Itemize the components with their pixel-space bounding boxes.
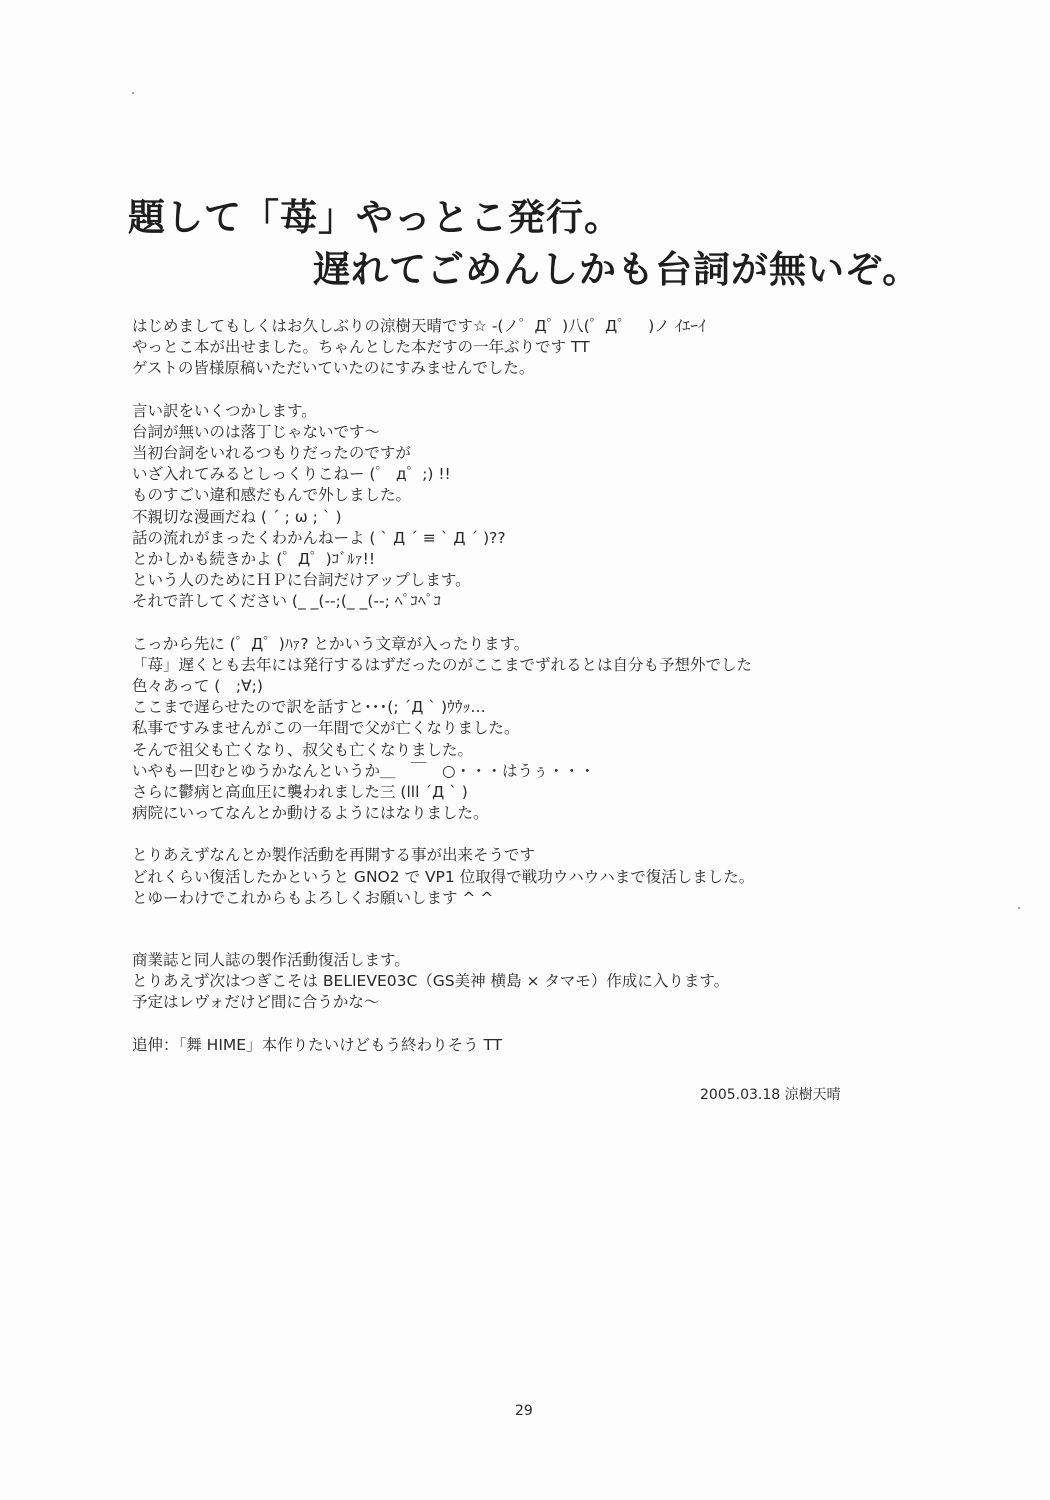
text-line: ここまで遅らせたので訳を話すと･･･(; ´Д ` )ｳｳｯ…	[132, 698, 486, 717]
text-line: 追伸：「舞 HIME」本作りたいけどもう終わりそう TT	[132, 1035, 503, 1054]
paragraph-revival	[132, 845, 932, 909]
text-line: とゆーわけでこれからもよろしくお願いします ^ ^	[132, 888, 494, 907]
text-line: ものすごい違和感だもんで外しました。	[132, 486, 412, 505]
text-line: そんで祖父も亡くなり、叔父も亡くなりました。	[132, 740, 474, 759]
signature-date: 2005.03.18 涼樹天晴	[700, 1087, 841, 1103]
paragraph-reasons	[132, 634, 932, 825]
text-line: それで許してください (_ _(--;(_ _(--; ﾍﾟｺﾍﾟｺ	[132, 592, 442, 611]
page-number: 29	[515, 1403, 533, 1419]
text-line: 病院にいってなんとか動けるようにはなりました。	[132, 804, 489, 823]
text-line: 言い訳をいくつかします。	[132, 401, 317, 420]
text-line: とりあえずなんとか製作活動を再開する事が出来そうです	[132, 846, 536, 865]
title-line-1: 題して「苺」やっとこ発行。	[128, 196, 622, 239]
text-line: いやもー凹むとゆうかなんというか＿ ￣ ○・・・はうぅ・・・	[132, 761, 596, 780]
text-line: という人のためにＨＰに台詞だけアップします。	[132, 571, 471, 590]
text-line: 当初台詞をいれるつもりだったのですが	[132, 444, 411, 463]
text-line: こっから先に (゜Д゜)ﾊｧ? とかいう文章が入ったります。	[132, 634, 530, 653]
text-line: 商業誌と同人誌の製作活動復活します。	[132, 951, 410, 970]
paper-speck	[1018, 907, 1020, 909]
paragraph-postscript	[132, 1035, 932, 1056]
text-line: 話の流れがまったくわかんねーよ ( ` Д ´ ≡ ` Д ´ )??	[132, 528, 506, 547]
text-line: 色々あって ( ;∀;)	[132, 677, 263, 696]
spacer	[132, 930, 932, 950]
text-line: さらに鬱病と高血圧に襲われました三 (lll ´Д ` )	[132, 783, 468, 802]
text-line: はじめましてもしくはお久しぶりの涼樹天晴です☆ -(ノ゜Д゜)八(゜Д゜ )ノ ｲｴｰｲ	[132, 317, 706, 335]
text-line: どれくらい復活したかというと GNO2 で VP1 位取得で戦功ウハウハまで復活しました。	[132, 867, 755, 886]
paragraph-next-plans	[132, 950, 932, 1014]
text-line: とかしかも続きかよ (゜Д゜)ｺﾞﾙｧ!!	[132, 550, 376, 569]
text-line: 不親切な漫画だね ( ´ ; ω ; ` )	[132, 507, 342, 526]
page-title	[128, 192, 928, 296]
text-line: やっとこ本が出せました。ちゃんとした本だすの一年ぶりです TT	[132, 338, 590, 357]
title-line-2: 遅れてごめんしかも台詞が無いぞ。	[313, 248, 921, 291]
text-line: 「苺」遅くとも去年には発行するはずだったのがここまでずれるとは自分も予想外でした	[132, 655, 753, 674]
paragraph-greeting	[132, 316, 932, 380]
paragraph-excuses	[132, 401, 932, 613]
text-line: いざ入れてみるとしっくりこねー (゜ д゜;) !!	[132, 465, 451, 484]
text-line: ゲストの皆様原稿いただいていたのにすみませんでした。	[132, 359, 535, 378]
paper-speck	[132, 92, 134, 94]
text-line: 私事ですみませんがこの一年間で父が亡くなりました。	[132, 719, 520, 738]
text-line: 予定はレヴォだけど間に合うかな～	[132, 993, 380, 1012]
text-line: 台詞が無いのは落丁じゃないです～	[132, 422, 381, 441]
body-text	[132, 316, 932, 1077]
text-line: とりあえず次はつぎこそは BELIEVE03C（GS美神 横島 × タマモ）作成に入ります。	[132, 972, 730, 991]
